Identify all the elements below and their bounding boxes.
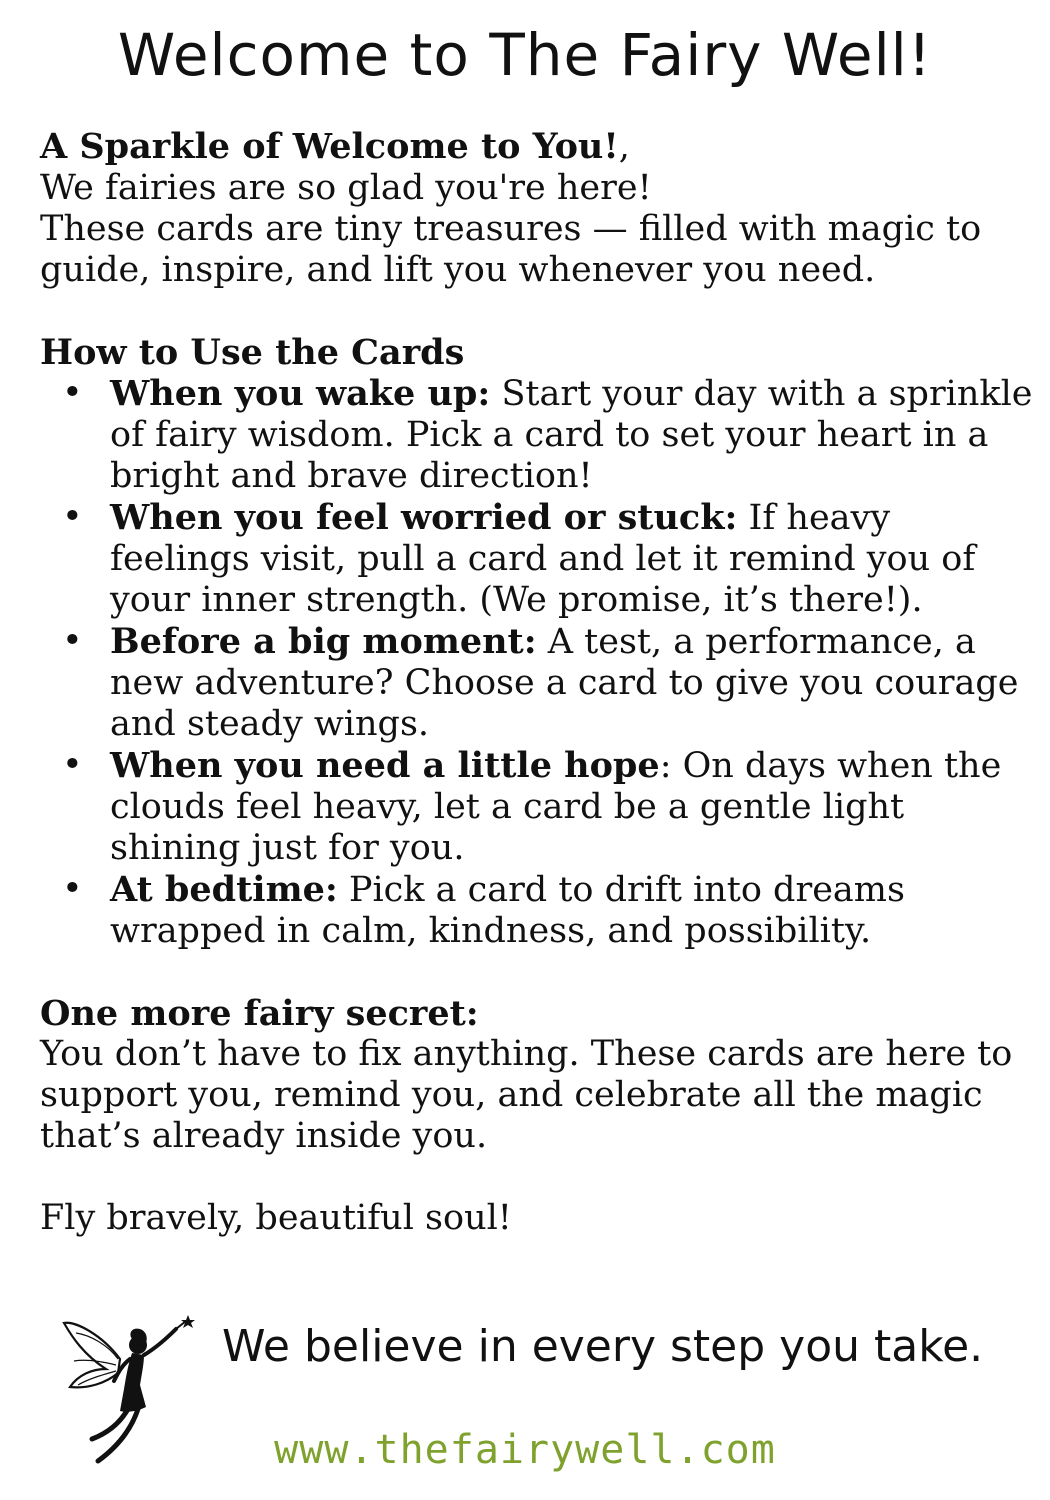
list-item <box>40 745 1040 869</box>
card-guide-body <box>40 126 1040 1239</box>
secret-heading: One more fairy secret: <box>40 993 479 1034</box>
list-item-text: Start your day with a sprinkle of fairy wisdom. Pick a card to set your heart in a bright and brave direction! <box>110 374 1033 496</box>
list-item-label: When you feel worried or stuck: <box>110 497 738 538</box>
website-link[interactable]: www.thefairywell.com <box>274 1427 776 1473</box>
list-item-text: : On days when the clouds feel heavy, let a card be a gentle light shining just for you. <box>110 746 1002 868</box>
greeting-heading: A Sparkle of Welcome to You! <box>40 126 619 167</box>
secret-text: You don’t have to fix anything. These cards are here to support you, remind you, and celebrate all the magic that’s already inside you. <box>40 1034 1013 1156</box>
how-to-heading: How to Use the Cards <box>40 332 465 373</box>
spacer <box>40 952 1040 993</box>
spacer <box>40 291 1040 332</box>
page-title: Welcome to The Fairy Well! <box>117 21 933 89</box>
list-item-label: When you need a little hope <box>110 745 660 786</box>
list-item <box>40 497 1040 621</box>
motto: We believe in every step you take. <box>222 1321 984 1372</box>
greeting-heading-line <box>40 126 1040 168</box>
list-item-label: When you wake up: <box>110 373 491 414</box>
greeting-paragraph: These cards are tiny treasures — filled with magic to guide, inspire, and lift you whenever you need. <box>40 209 982 290</box>
spacer <box>40 1157 1040 1198</box>
list-item-label: Before a big moment: <box>110 621 537 662</box>
bullet-icon: • <box>62 497 83 537</box>
list-item <box>40 621 1040 745</box>
greeting-comma: , <box>618 127 630 167</box>
list-item-label: At bedtime: <box>110 869 338 910</box>
greeting-line: We fairies are so glad you're here! <box>40 168 652 208</box>
list-item <box>40 869 1040 952</box>
bullet-icon: • <box>62 621 83 661</box>
list-item-text: A test, a performance, a new adventure? Choose a card to give you courage and steady wings. <box>110 622 1019 744</box>
list-item <box>40 373 1040 497</box>
how-to-list <box>40 373 1040 952</box>
bullet-icon: • <box>62 745 83 785</box>
bullet-icon: • <box>62 869 83 909</box>
closing-line: Fly bravely, beautiful soul! <box>40 1198 512 1238</box>
list-item-text: If heavy feelings visit, pull a card and let it remind you of your inner strength. (We promise, it’s there!). <box>110 498 976 620</box>
bullet-icon: • <box>62 373 83 413</box>
list-item-text: Pick a card to drift into dreams wrapped in calm, kindness, and possibility. <box>110 870 905 951</box>
